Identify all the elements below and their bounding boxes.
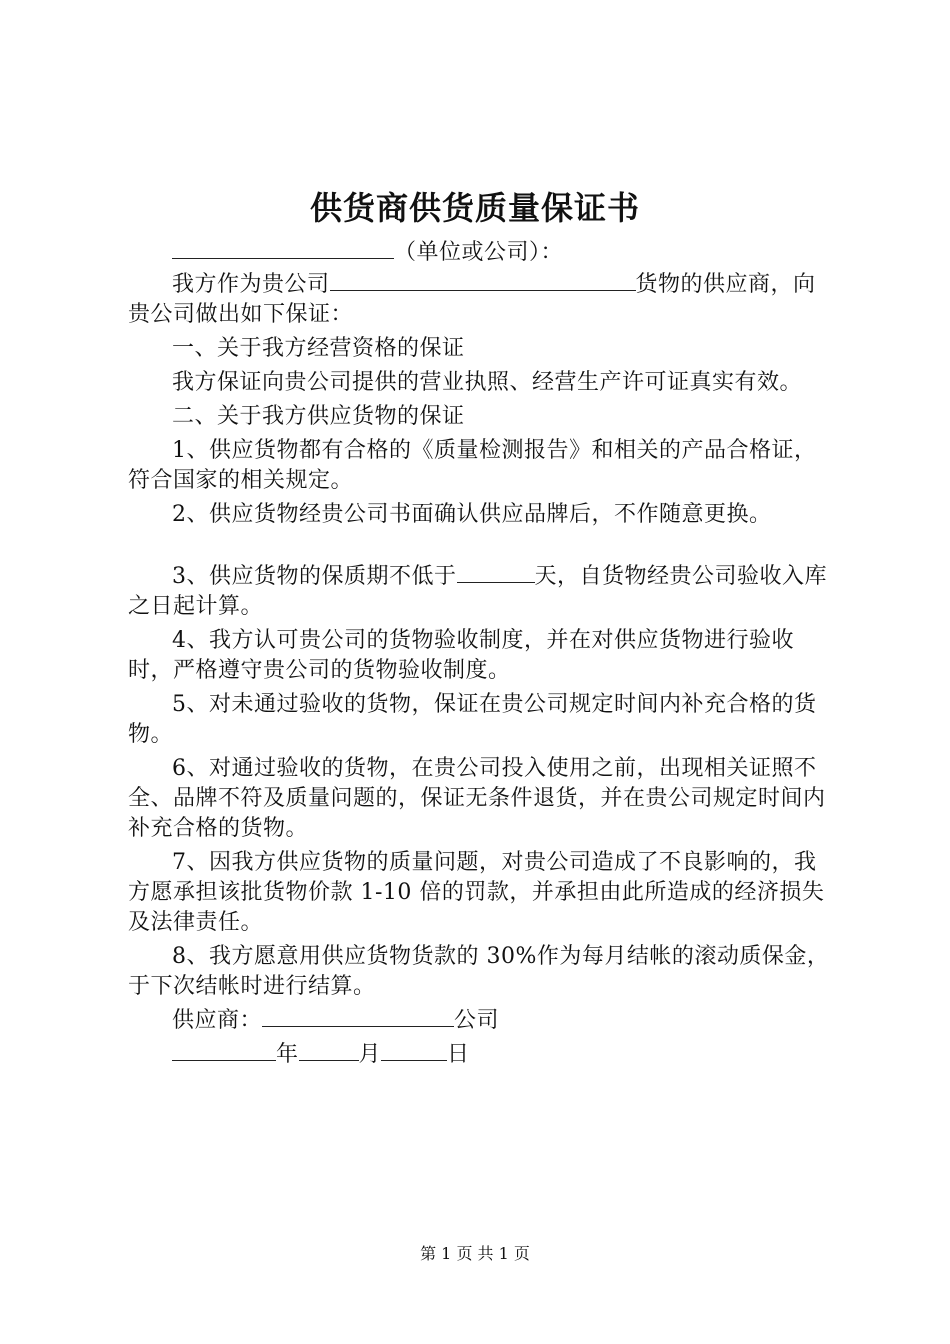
guarantee-item-3 bbox=[128, 562, 838, 622]
month-label: 月 bbox=[358, 1042, 382, 1067]
month-blank bbox=[299, 1040, 359, 1061]
guarantee-item-2: 2、供应货物经贵公司书面确认供应品牌后，不作随意更换。 bbox=[172, 502, 772, 527]
recipient-blank bbox=[172, 238, 394, 259]
section2-heading: 二、关于我方供应货物的保证 bbox=[172, 404, 465, 429]
guarantee-item-7: 7、因我方供应货物的质量问题，对贵公司造成了不良影响的，我方愿承担该批货物价款 1-10 倍的罚款，并承担由此所造成的经济损失及法律责任。 bbox=[128, 850, 825, 935]
intro-prefix: 我方作为贵公司 bbox=[172, 272, 330, 297]
supplier-suffix: 公司 bbox=[454, 1008, 500, 1033]
supplier-label: 供应商： bbox=[172, 1008, 263, 1033]
day-label: 日 bbox=[447, 1042, 470, 1067]
section1-text: 我方保证向贵公司提供的营业执照、经营生产许可证真实有效。 bbox=[172, 370, 803, 395]
guarantee-item-1: 1、供应货物都有合格的《质量检测报告》和相关的产品合格证，符合国家的相关规定。 bbox=[128, 438, 817, 493]
supplier-name-blank bbox=[262, 1006, 454, 1027]
supplier-signature-line bbox=[128, 1006, 838, 1036]
salutation-line bbox=[128, 238, 838, 268]
document-body bbox=[128, 238, 838, 1074]
guarantee-item-4: 4、我方认可贵公司的货物验收制度，并在对供应货物进行验收时，严格遵守贵公司的货物验收制度。 bbox=[128, 628, 794, 683]
guarantee-item-8: 8、我方愿意用供应货物货款的 30%作为每月结帐的滚动质保金，于下次结帐时进行结算。 bbox=[128, 944, 830, 999]
salutation-suffix: （单位或公司）： bbox=[394, 240, 564, 265]
guarantee-item-6: 6、对通过验收的货物，在贵公司投入使用之前，出现相关证照不全、品牌不符及质量问题的，保证无条件退货，并在贵公司规定时间内补充合格的货物。 bbox=[128, 756, 826, 841]
intro-suffix: 货物的供应商，向贵公司做出如下保证： bbox=[128, 272, 816, 327]
year-blank bbox=[172, 1040, 276, 1061]
day-blank bbox=[381, 1040, 447, 1061]
document-title: 供货商供货质量保证书 bbox=[309, 189, 640, 227]
guarantee-item-5: 5、对未通过验收的货物，保证在贵公司规定时间内补充合格的货物。 bbox=[128, 692, 817, 747]
shelf-life-blank bbox=[457, 562, 535, 583]
item3-prefix: 3、供应货物的保质期不低于 bbox=[172, 564, 457, 589]
item3-suffix: 天，自货物经贵公司验收入库之日起计算。 bbox=[128, 564, 828, 619]
intro-paragraph bbox=[128, 270, 838, 330]
year-label: 年 bbox=[276, 1042, 299, 1067]
section1-heading: 一、关于我方经营资格的保证 bbox=[172, 336, 465, 361]
page-footer: 第 1 页 共 1 页 bbox=[420, 1244, 530, 1263]
goods-blank bbox=[330, 270, 636, 291]
date-line bbox=[128, 1040, 838, 1070]
